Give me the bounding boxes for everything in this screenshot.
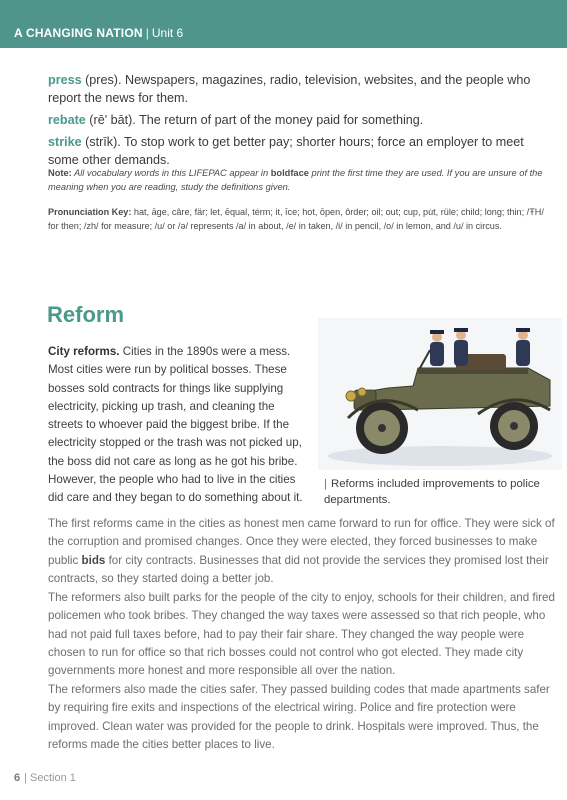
intro-lead: City reforms. [48,345,120,358]
pron-text: hat, āge, câre, fär; let, ēqual, tėrm; it, īce; hot, ōpen, ôrder; oil; out; cup, pu̇t, rüle; child; long; thin; /ŦH/ for then; /zh/ for measure; /u/ or /ə/ represents /a/ in about, /e/ in taken, /i/ in pencil, /o/ in lemon, and /u/ in circus. [48,207,544,231]
note-label: Note: [48,168,72,178]
image-caption [324,476,560,508]
page-number: 6 [14,772,21,784]
caption-text: Reforms included improvements to police departments. [324,478,540,506]
vocabulary-list [48,71,558,173]
vocab-entry [48,111,558,129]
note-text-end: print the first time they are used. If you are unsure of the meaning when you are reading, study the definitions given. [48,168,543,192]
footer-separator: | [24,772,27,784]
note-bold-word: boldface [270,168,309,178]
header-separator: | [145,26,149,40]
vocab-entry [48,133,558,169]
vocab-pronunciation: (strīk). [81,135,121,149]
body-paragraph-2: The reformers also built parks for the people of the city to enjoy, schools for their children, and fired policemen who took bribes. They changed the way taxes were assessed so that rich people, who had not paid full taxes before, had to pay their fair share. They changed the way people were chosen to run for office so that rich bosses could not control who got elected. They made city governments more honest and more responsible all over the nation. [48,591,555,678]
vocab-term: strike [48,135,82,149]
page-header [0,0,567,48]
pronunciation-key [48,205,556,233]
body-paragraph-1 [48,515,558,588]
unit-number: Unit 6 [151,26,184,40]
vocab-definition: Newspapers, magazines, radio, television, websites, and the people who report the news for them. [48,73,531,105]
police-car-illustration [318,318,562,470]
vocab-entry [48,71,558,107]
header-text [14,26,183,40]
note-text: All vocabulary words in this LIFEPAC appear in [71,168,271,178]
boldface-note [48,166,556,194]
para1-text-end: for city contracts. Businesses that did not provide the services they promised lost their contracts, so they started doing a better job. [48,553,549,585]
pron-label: Pronunciation Key: [48,207,132,217]
vocab-term: rebate [48,113,86,127]
footer-section: Section 1 [30,772,76,784]
intro-paragraph [48,343,310,508]
body-paragraph-3: The reformers also made the cities safer. They passed building codes that made apartments safer by requiring fire exits and inspections of the electrical wiring. Police and fire protection were improved. Clean water was provided for the people to drink. Hospitals were improved. Thus, the reforms made the cities better places to live. [48,683,550,751]
vocab-term: press [48,73,82,87]
section-title: Reform [47,302,125,327]
bids-term: bids [81,553,106,567]
page-footer [14,772,76,784]
caption-bar: | [324,478,327,490]
para1-text: The first reforms came in the cities as honest men came forward to run for office. They were sick of the corruption and promised changes. Once they were elected, they forced businesses to make public [48,517,555,567]
vocab-definition: To stop work to get better pay; shorter hours; force an employer to meet some other demands. [48,135,524,167]
vocab-definition: The return of part of the money paid for something. [135,113,424,127]
vocab-pronunciation: (pres). [81,73,122,87]
intro-text: Cities in the 1890s were a mess. Most cities were run by political bosses. These bosses sold contracts for things like supplying electricity, picking up trash, and cleaning the streets to whoever paid the biggest bribe. If the electricity stopped or the trash was not picked up, the boss did not care as long as he got his bribe. However, the people who had to live in the cities did care and they began to do something about it. [48,345,303,505]
unit-title: A CHANGING NATION [14,26,143,40]
vocab-pronunciation: (rē' bāt). [85,113,136,127]
